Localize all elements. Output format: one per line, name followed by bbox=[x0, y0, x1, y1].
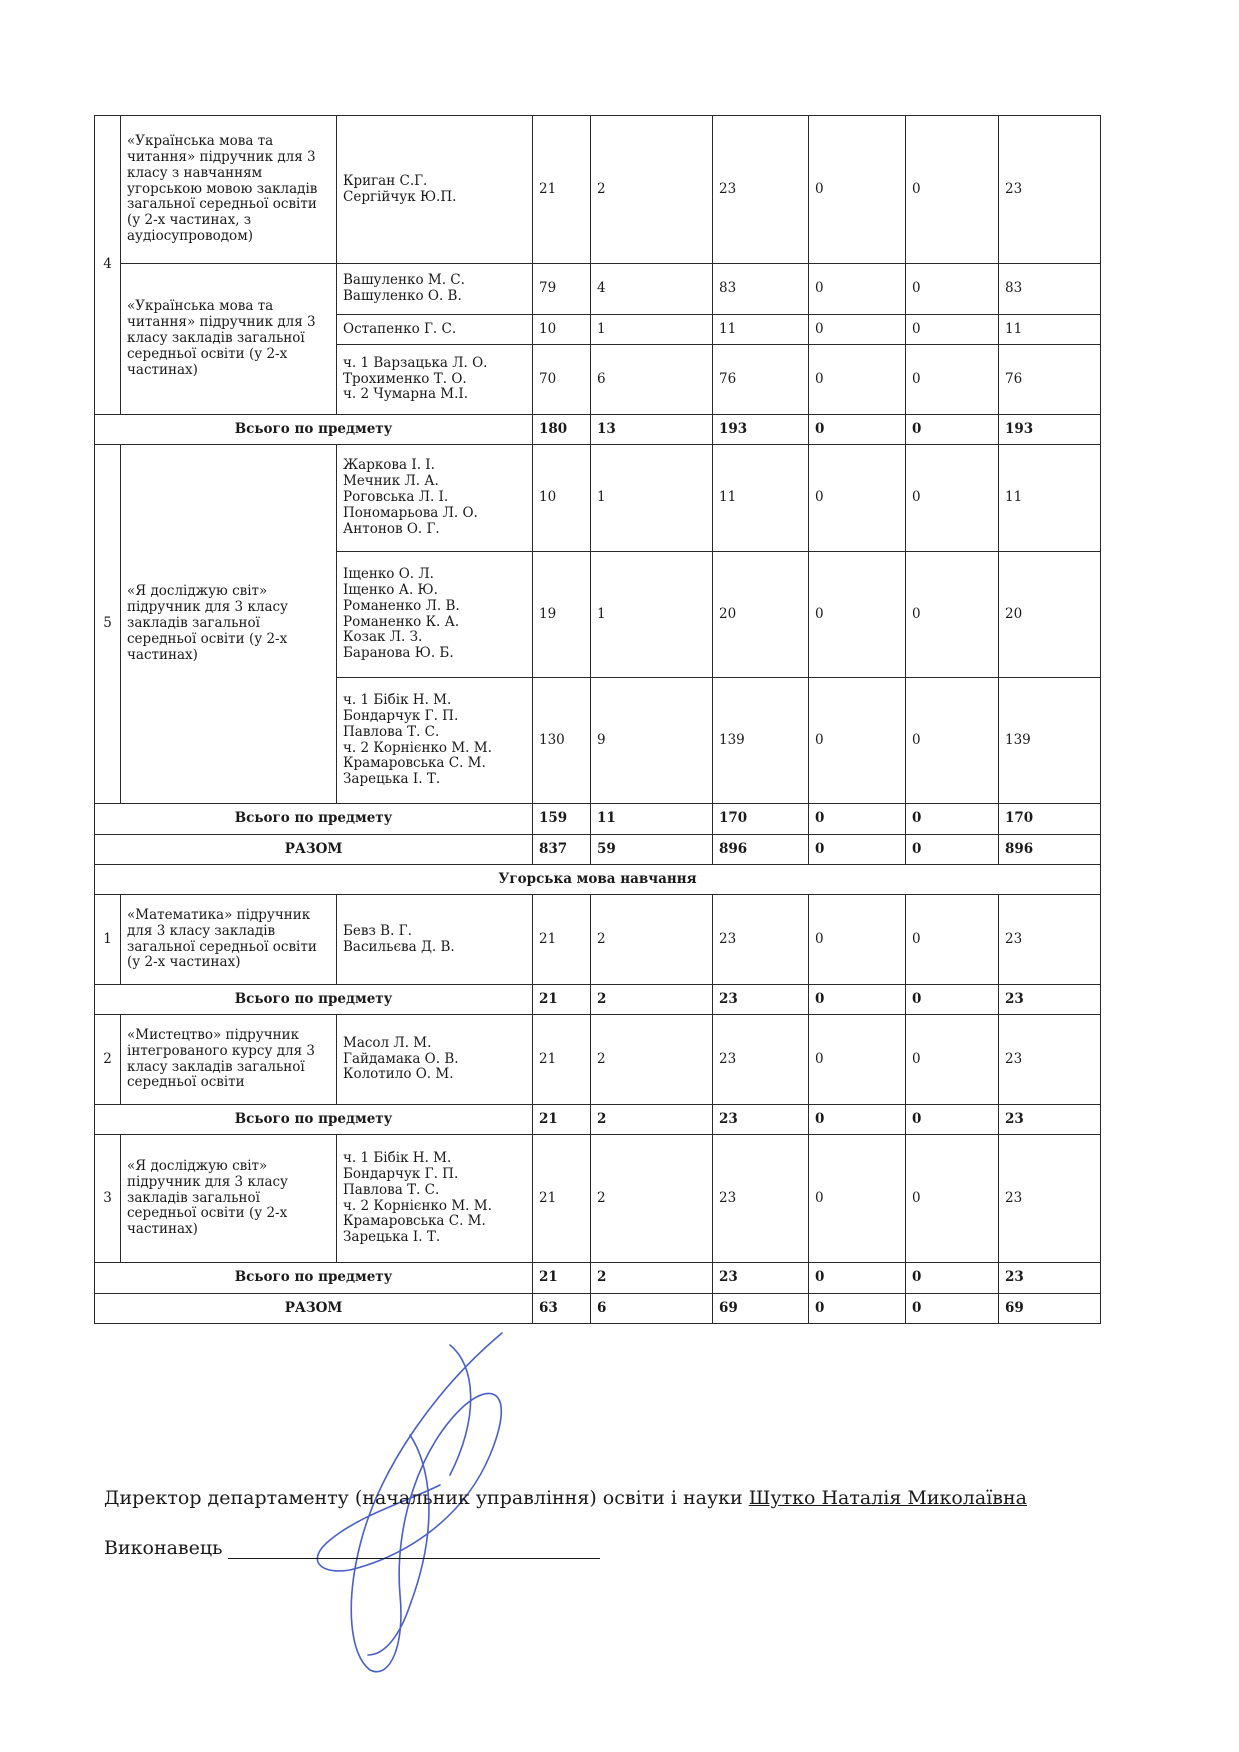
value-cell: 23 bbox=[713, 1015, 809, 1105]
value-cell: 11 bbox=[591, 804, 713, 835]
value-cell: 180 bbox=[533, 415, 591, 445]
value-cell: 76 bbox=[713, 345, 809, 415]
book-row bbox=[95, 1015, 1101, 1105]
value-cell: 21 bbox=[533, 895, 591, 985]
value-cell: 0 bbox=[906, 1015, 999, 1105]
value-cell: 130 bbox=[533, 678, 591, 804]
value-cell: 0 bbox=[809, 116, 906, 264]
value-cell: 0 bbox=[906, 678, 999, 804]
total-row bbox=[95, 415, 1101, 445]
grand-row bbox=[95, 1294, 1101, 1324]
value-cell: 0 bbox=[906, 264, 999, 315]
value-cell: 0 bbox=[906, 835, 999, 865]
value-cell: 0 bbox=[906, 895, 999, 985]
director-title: Директор департаменту (начальник управління) освіти і науки bbox=[104, 1487, 743, 1509]
value-cell: 2 bbox=[591, 1105, 713, 1135]
value-cell: 0 bbox=[809, 1105, 906, 1135]
authors: Бевз В. Г. Васильєва Д. В. bbox=[337, 895, 533, 985]
value-cell: 21 bbox=[533, 1015, 591, 1105]
value-cell: 1 bbox=[591, 315, 713, 345]
value-cell: 23 bbox=[999, 1263, 1101, 1294]
subject-total-label: Всього по предмету bbox=[95, 1263, 533, 1294]
row-number: 1 bbox=[95, 895, 121, 985]
total-row bbox=[95, 1263, 1101, 1294]
executor-signature-line bbox=[228, 1538, 600, 1559]
value-cell: 20 bbox=[999, 552, 1101, 678]
authors: ч. 1 Варзацька Л. О. Трохименко Т. О. ч. 2 Чумарна М.І. bbox=[337, 345, 533, 415]
value-cell: 0 bbox=[906, 415, 999, 445]
authors: ч. 1 Бібік Н. М. Бондарчук Г. П. Павлова Т. С. ч. 2 Корнієнко М. М. Крамаровська С. М. Зарецька І. Т. bbox=[337, 1135, 533, 1263]
value-cell: 23 bbox=[999, 116, 1101, 264]
value-cell: 0 bbox=[906, 445, 999, 552]
textbook-distribution-table bbox=[94, 115, 1101, 1324]
total-row bbox=[95, 985, 1101, 1015]
value-cell: 2 bbox=[591, 1263, 713, 1294]
value-cell: 23 bbox=[999, 1135, 1101, 1263]
value-cell: 0 bbox=[809, 445, 906, 552]
value-cell: 23 bbox=[713, 1263, 809, 1294]
value-cell: 63 bbox=[533, 1294, 591, 1324]
director-name: Шутко Наталія Миколаївна bbox=[748, 1487, 1027, 1509]
authors: Вашуленко М. С. Вашуленко О. В. bbox=[337, 264, 533, 315]
value-cell: 19 bbox=[533, 552, 591, 678]
value-cell: 69 bbox=[713, 1294, 809, 1324]
authors: Масол Л. М. Гайдамака О. В. Колотило О. М. bbox=[337, 1015, 533, 1105]
value-cell: 6 bbox=[591, 345, 713, 415]
value-cell: 10 bbox=[533, 315, 591, 345]
textbook-title: «Я досліджую світ» підручник для 3 класу закладів загальної середньої освіти (у 2-х частинах) bbox=[121, 1135, 337, 1263]
authors: Жаркова І. І. Мечник Л. А. Роговська Л. І. Пономарьова Л. О. Антонов О. Г. bbox=[337, 445, 533, 552]
value-cell: 21 bbox=[533, 116, 591, 264]
value-cell: 0 bbox=[906, 315, 999, 345]
value-cell: 0 bbox=[906, 804, 999, 835]
value-cell: 4 bbox=[591, 264, 713, 315]
value-cell: 896 bbox=[999, 835, 1101, 865]
total-row bbox=[95, 804, 1101, 835]
value-cell: 11 bbox=[713, 315, 809, 345]
row-number: 2 bbox=[95, 1015, 121, 1105]
value-cell: 59 bbox=[591, 835, 713, 865]
value-cell: 0 bbox=[906, 1105, 999, 1135]
grand-total-label: РАЗОМ bbox=[95, 835, 533, 865]
authors: ч. 1 Бібік Н. М. Бондарчук Г. П. Павлова Т. С. ч. 2 Корнієнко М. М. Крамаровська С. М. Зарецька І. Т. bbox=[337, 678, 533, 804]
value-cell: 193 bbox=[713, 415, 809, 445]
value-cell: 170 bbox=[713, 804, 809, 835]
value-cell: 21 bbox=[533, 985, 591, 1015]
subject-total-label: Всього по предмету bbox=[95, 1105, 533, 1135]
textbook-title: «Українська мова та читання» підручник для 3 класу з навчанням угорською мовою закладів загальної середньої освіти (у 2-х частинах, з аудіосупроводом) bbox=[121, 116, 337, 264]
section-row bbox=[95, 865, 1101, 895]
grand-row bbox=[95, 835, 1101, 865]
value-cell: 23 bbox=[713, 1105, 809, 1135]
value-cell: 2 bbox=[591, 1015, 713, 1105]
textbook-title: «Мистецтво» підручник інтегрованого курсу для 3 класу закладів загальної середньої освіти bbox=[121, 1015, 337, 1105]
book-row bbox=[95, 264, 1101, 315]
value-cell: 76 bbox=[999, 345, 1101, 415]
value-cell: 0 bbox=[809, 835, 906, 865]
value-cell: 13 bbox=[591, 415, 713, 445]
value-cell: 0 bbox=[906, 1294, 999, 1324]
value-cell: 23 bbox=[713, 1135, 809, 1263]
value-cell: 0 bbox=[809, 415, 906, 445]
value-cell: 2 bbox=[591, 985, 713, 1015]
value-cell: 2 bbox=[591, 116, 713, 264]
value-cell: 23 bbox=[999, 895, 1101, 985]
value-cell: 1 bbox=[591, 552, 713, 678]
book-row bbox=[95, 895, 1101, 985]
textbook-title: «Математика» підручник для 3 класу закладів загальної середньої освіти (у 2-х частинах) bbox=[121, 895, 337, 985]
value-cell: 23 bbox=[713, 985, 809, 1015]
value-cell: 11 bbox=[713, 445, 809, 552]
value-cell: 0 bbox=[906, 552, 999, 678]
book-row bbox=[95, 116, 1101, 264]
value-cell: 83 bbox=[713, 264, 809, 315]
row-number: 4 bbox=[95, 116, 121, 415]
textbook-title: «Українська мова та читання» підручник для 3 класу закладів загальної середньої освіти (у 2-х частинах) bbox=[121, 264, 337, 415]
value-cell: 0 bbox=[906, 1135, 999, 1263]
value-cell: 10 bbox=[533, 445, 591, 552]
textbook-title: «Я досліджую світ» підручник для 3 класу закладів загальної середньої освіти (у 2-х частинах) bbox=[121, 445, 337, 804]
subject-total-label: Всього по предмету bbox=[95, 804, 533, 835]
value-cell: 159 bbox=[533, 804, 591, 835]
value-cell: 2 bbox=[591, 1135, 713, 1263]
row-number: 5 bbox=[95, 445, 121, 804]
value-cell: 896 bbox=[713, 835, 809, 865]
value-cell: 23 bbox=[999, 985, 1101, 1015]
value-cell: 0 bbox=[809, 895, 906, 985]
value-cell: 1 bbox=[591, 445, 713, 552]
value-cell: 0 bbox=[809, 264, 906, 315]
value-cell: 139 bbox=[713, 678, 809, 804]
value-cell: 0 bbox=[809, 1263, 906, 1294]
value-cell: 0 bbox=[906, 1263, 999, 1294]
value-cell: 0 bbox=[906, 116, 999, 264]
total-row bbox=[95, 1105, 1101, 1135]
authors: Остапенко Г. С. bbox=[337, 315, 533, 345]
book-row bbox=[95, 445, 1101, 552]
grand-total-label: РАЗОМ bbox=[95, 1294, 533, 1324]
value-cell: 139 bbox=[999, 678, 1101, 804]
value-cell: 23 bbox=[999, 1015, 1101, 1105]
value-cell: 170 bbox=[999, 804, 1101, 835]
table-body bbox=[95, 116, 1101, 1324]
value-cell: 2 bbox=[591, 895, 713, 985]
value-cell: 0 bbox=[809, 315, 906, 345]
row-number: 3 bbox=[95, 1135, 121, 1263]
value-cell: 79 bbox=[533, 264, 591, 315]
value-cell: 70 bbox=[533, 345, 591, 415]
value-cell: 0 bbox=[906, 345, 999, 415]
subject-total-label: Всього по предмету bbox=[95, 985, 533, 1015]
value-cell: 23 bbox=[713, 895, 809, 985]
value-cell: 0 bbox=[809, 678, 906, 804]
value-cell: 23 bbox=[713, 116, 809, 264]
value-cell: 0 bbox=[809, 1294, 906, 1324]
value-cell: 0 bbox=[809, 985, 906, 1015]
value-cell: 0 bbox=[809, 552, 906, 678]
value-cell: 9 bbox=[591, 678, 713, 804]
value-cell: 0 bbox=[906, 985, 999, 1015]
value-cell: 837 bbox=[533, 835, 591, 865]
value-cell: 0 bbox=[809, 1135, 906, 1263]
value-cell: 20 bbox=[713, 552, 809, 678]
value-cell: 21 bbox=[533, 1105, 591, 1135]
value-cell: 23 bbox=[999, 1105, 1101, 1135]
value-cell: 83 bbox=[999, 264, 1101, 315]
section-header: Угорська мова навчання bbox=[95, 865, 1101, 895]
value-cell: 21 bbox=[533, 1135, 591, 1263]
executor-line bbox=[104, 1537, 600, 1559]
authors: Іщенко О. Л. Іщенко А. Ю. Романенко Л. В. Романенко К. А. Козак Л. З. Баранова Ю. Б. bbox=[337, 552, 533, 678]
value-cell: 0 bbox=[809, 345, 906, 415]
value-cell: 21 bbox=[533, 1263, 591, 1294]
value-cell: 6 bbox=[591, 1294, 713, 1324]
value-cell: 11 bbox=[999, 445, 1101, 552]
authors: Криган С.Г. Сергійчук Ю.П. bbox=[337, 116, 533, 264]
value-cell: 193 bbox=[999, 415, 1101, 445]
value-cell: 0 bbox=[809, 804, 906, 835]
value-cell: 69 bbox=[999, 1294, 1101, 1324]
book-row bbox=[95, 1135, 1101, 1263]
value-cell: 0 bbox=[809, 1015, 906, 1105]
executor-label: Виконавець bbox=[104, 1537, 223, 1559]
director-line bbox=[104, 1487, 1027, 1509]
value-cell: 11 bbox=[999, 315, 1101, 345]
subject-total-label: Всього по предмету bbox=[95, 415, 533, 445]
